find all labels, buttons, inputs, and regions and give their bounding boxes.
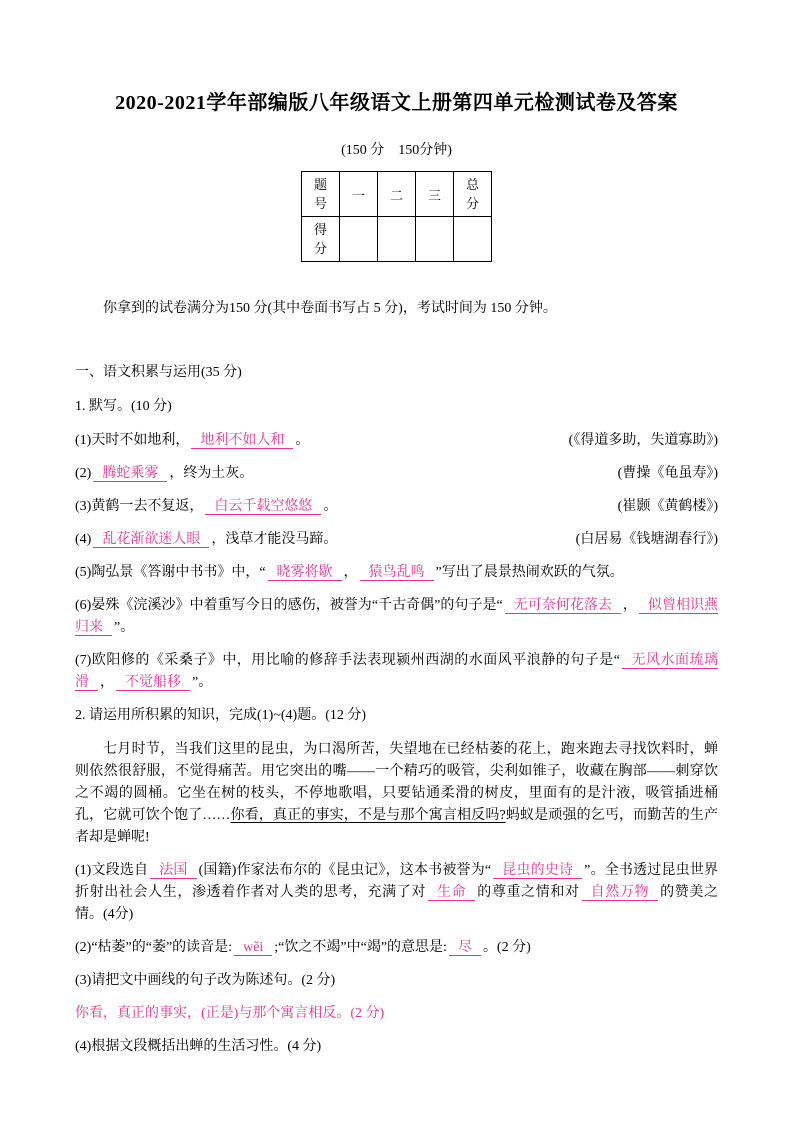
text-segment: ”。 xyxy=(192,675,213,690)
score-table-header-question-number-label: 题号 xyxy=(314,176,328,211)
text-segment: ， xyxy=(622,598,637,613)
answer-blank: 地利不如人和 xyxy=(191,433,293,449)
text-segment: 的尊重之情和对 xyxy=(477,885,580,900)
question-1-item-3-text xyxy=(75,496,337,518)
answer-blank: 尽 xyxy=(449,940,481,956)
score-cell-total xyxy=(454,217,492,262)
question-1-item-2 xyxy=(75,463,718,485)
score-table-col-total xyxy=(454,172,492,217)
question-2-sub-3-answer: 你看，真正的事实，(正是)与那个寓言相反。(2 分) xyxy=(75,1006,385,1021)
answer-blank: 乱花渐欲迷人眼 xyxy=(93,532,209,548)
text-segment: 七月时节，当我们这里的昆虫，为口渴所苦，失望地在已经枯萎的花上，跑来跑去寻找饮料时，蝉则依然很舒服，不觉得痛苦。用它突出的嘴——一个精巧的吸管，尖利如锥子，收藏在胸部——刺穿饮之不竭的圆桶。它坐在树的枝头，不停地歌唱，只要钻通柔滑的树皮，里面有的是汁液，吸管插进桶孔，它就可饮个饱了…… xyxy=(75,742,718,823)
question-1-stem: 1. 默写。(10 分) xyxy=(75,399,172,414)
score-table xyxy=(301,171,492,262)
answer-blank: 腾蛇乘雾 xyxy=(93,466,167,482)
score-table-row-question-numbers xyxy=(302,172,492,217)
text-segment: ， xyxy=(100,675,114,690)
answer-blank: 无风水面琉璃滑 xyxy=(75,653,718,690)
text-segment: (2) xyxy=(75,466,92,481)
question-1-item-1 xyxy=(75,430,718,452)
score-table-row-scores xyxy=(302,217,492,262)
question-2-passage xyxy=(75,739,718,849)
section-one-heading: 一、语文积累与运用(35 分) xyxy=(75,365,242,380)
text-segment: ”。全书透过昆虫世界折射出社会人生，渗透着作者对人类的思考，充满了对 xyxy=(75,863,719,900)
score-table-header-score-label: 得分 xyxy=(314,221,328,256)
score-table-col-2: 二 xyxy=(378,172,416,217)
answer-blank: 白云千载空悠悠 xyxy=(205,499,321,515)
answer-source-2: (曹操《龟虽寿》) xyxy=(617,466,718,481)
answer-blank: wěi xyxy=(234,940,272,956)
score-table-header-score xyxy=(302,217,340,262)
answer-blank: 生命 xyxy=(428,885,475,901)
text-segment: (国籍)作家法布尔的《昆虫记》，这本书被誉为“ xyxy=(198,863,492,878)
question-2-sub-1 xyxy=(75,860,718,926)
answer-blank: 自然万物 xyxy=(582,885,659,901)
question-2-stem: 2. 请运用所积累的知识，完成(1)~(4)题。(12 分) xyxy=(75,708,367,723)
exam-instructions: 你拿到的试卷满分为150 分(其中卷面书写占 5 分)，考试时间为 150 分钟。 xyxy=(103,301,557,316)
text-segment: (2)“枯萎”的“萎”的读音是: xyxy=(75,940,233,955)
question-1-item-1-text xyxy=(75,430,309,452)
score-table-col-3: 三 xyxy=(416,172,454,217)
text-segment: ”。 xyxy=(114,620,135,635)
question-2-sub-4: (4)根据文段概括出蝉的生活习性。(4 分) xyxy=(75,1039,322,1054)
question-2-sub-3: (3)请把文中画线的句子改为陈述句。(2 分) xyxy=(75,973,336,988)
question-1-item-6 xyxy=(75,595,718,639)
answer-blank: 法国 xyxy=(150,863,196,879)
text-segment: 。(2 分) xyxy=(482,940,531,955)
text-segment: 。 xyxy=(295,433,310,448)
question-1-item-2-text xyxy=(75,463,253,485)
text-segment: ， xyxy=(343,565,358,580)
score-table-col-1: 一 xyxy=(340,172,378,217)
page-title: 2020-2021学年部编版八年级语文上册第四单元检测试卷及答案 xyxy=(115,92,678,114)
text-segment: ”写出了晨景热闹欢跃的气氛。 xyxy=(435,565,624,580)
text-segment: (6)晏殊《浣溪沙》中着重写今日的感伤，被誉为“千古奇偶”的句子是“ xyxy=(75,598,503,613)
text-segment: 蚂蚁是顽强的乞丐，而勤苦的生产者却是蝉呢! xyxy=(75,808,718,845)
score-cell-1 xyxy=(340,217,378,262)
answer-source-1: (《得道多助，失道寡助》) xyxy=(568,433,718,448)
score-duration-note: (150 分 150分钟) xyxy=(341,143,452,158)
question-1-item-4-text xyxy=(75,529,337,551)
answer-blank: 昆虫的史诗 xyxy=(493,863,582,879)
text-segment: 。 xyxy=(323,499,338,514)
answer-blank: 不觉船移 xyxy=(116,675,190,691)
text-segment: (4) xyxy=(75,532,92,547)
score-table-col-total-label: 总分 xyxy=(466,176,480,211)
question-1-item-7 xyxy=(75,650,718,694)
text-segment: 的赞美之情。(4分) xyxy=(75,885,718,922)
answer-blank: 猿鸟乱鸣 xyxy=(360,565,434,581)
underlined-sentence: 你看，真正的事实，不是与那个寓言相反吗? xyxy=(230,808,506,823)
text-segment: (1)天时不如地利， xyxy=(75,433,190,448)
score-cell-2 xyxy=(378,217,416,262)
question-1-item-4 xyxy=(75,529,718,551)
question-1-item-3 xyxy=(75,496,718,518)
text-segment: (1)文段选自 xyxy=(75,863,149,878)
answer-source-4: (白居易《钱塘湖春行》) xyxy=(575,532,718,547)
text-segment: ，终为土灰。 xyxy=(169,466,254,481)
text-segment: (7)欧阳修的《采桑子》中，用比喻的修辞手法表现颍州西湖的水面风平浪静的句子是“ xyxy=(75,653,620,668)
score-table-header-question-number xyxy=(302,172,340,217)
text-segment: (3)黄鹤一去不复返， xyxy=(75,499,204,514)
text-segment: ;“饮之不竭”中“竭”的意思是: xyxy=(274,940,447,955)
answer-source-3: (崔颢《黄鹤楼》) xyxy=(617,499,718,514)
answer-blank: 无可奈何花落去 xyxy=(505,598,621,614)
text-segment: (5)陶弘景《答谢中书书》中，“ xyxy=(75,565,266,580)
text-segment: ，浅草才能没马蹄。 xyxy=(211,532,338,547)
answer-blank: 似曾相识燕归来 xyxy=(75,598,719,635)
question-1-item-5 xyxy=(75,562,718,584)
score-cell-3 xyxy=(416,217,454,262)
question-2-sub-2 xyxy=(75,937,718,959)
answer-blank: 晓雾将歇 xyxy=(268,565,342,581)
